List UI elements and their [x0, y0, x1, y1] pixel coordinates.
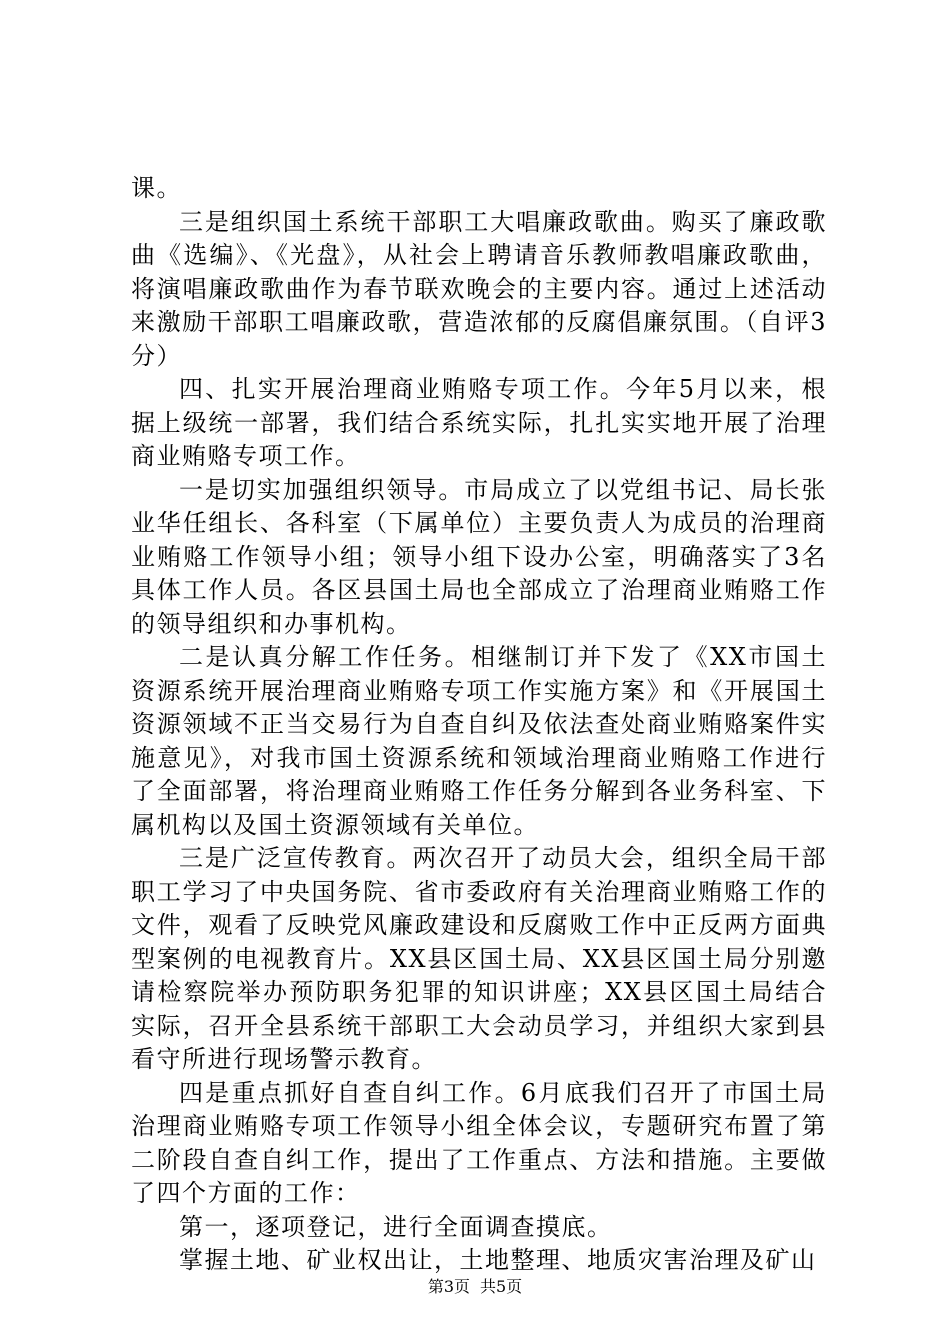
paragraph: 四是重点抓好自查自纠工作。6月底我们召开了市国土局治理商业贿赂专项工作领导小组全体会议，专题研究布置了第二阶段自查自纠工作，提出了工作重点、方法和措施。主要做了四个方面的工作：	[131, 1078, 827, 1207]
page-total: 共5页	[480, 1277, 523, 1296]
paragraph: 掌握土地、矿业权出让，土地整理、地质灾害治理及矿山	[179, 1246, 817, 1274]
paragraph: 一是切实加强组织领导。市局成立了以党组书记、局长张业华任组长、各科室（下属单位）主要负责人为成员的治理商业贿赂工作领导小组；领导小组下设办公室，明确落实了3名具体工作人员。各区县国土局也全部成立了治理商业贿赂工作的领导组织和办事机构。	[131, 475, 827, 638]
paragraph: 四、扎实开展治理商业贿赂专项工作。今年5月以来，根据上级统一部署，我们结合系统实际，扎扎实实地开展了治理商业贿赂专项工作。	[131, 375, 827, 470]
paragraph: 三是组织国土系统干部职工大唱廉政歌曲。购买了廉政歌曲《选编》、《光盘》，从社会上聘请音乐教师教唱廉政歌曲，将演唱廉政歌曲作为春节联欢晚会的主要内容。通过上述活动来激励干部职工唱廉政歌，营造浓郁的反腐倡廉氛围。（自评3分）	[131, 207, 827, 370]
page-number: 第3页	[427, 1277, 470, 1296]
paragraph: 第一，逐项登记，进行全面调查摸底。	[179, 1212, 613, 1241]
document-body	[131, 172, 827, 1278]
paragraph: 三是广泛宣传教育。两次召开了动员大会，组织全局干部职工学习了中央国务院、省市委政府有关治理商业贿赂工作的文件，观看了反映党风廉政建设和反腐败工作中正反两方面典型案例的电视教育片。XX县区国土局、XX县区国土局分别邀请检察院举办预防职务犯罪的知识讲座；XX县区国土局结合实际，召开全县系统干部职工大会动员学习，并组织大家到县看守所进行现场警示教育。	[131, 844, 827, 1073]
paragraph: 二是认真分解工作任务。相继制订并下发了《XX市国土资源系统开展治理商业贿赂专项工作实施方案》和《开展国土资源领域不正当交易行为自查自纠及依法查处商业贿赂案件实施意见》，对我市国土资源系统和领域治理商业贿赂工作进行了全面部署，将治理商业贿赂工作任务分解到各业务科室、下属机构以及国土资源领域有关单位。	[131, 643, 827, 839]
page-footer	[0, 1277, 950, 1297]
paragraph: 课。	[131, 174, 182, 202]
